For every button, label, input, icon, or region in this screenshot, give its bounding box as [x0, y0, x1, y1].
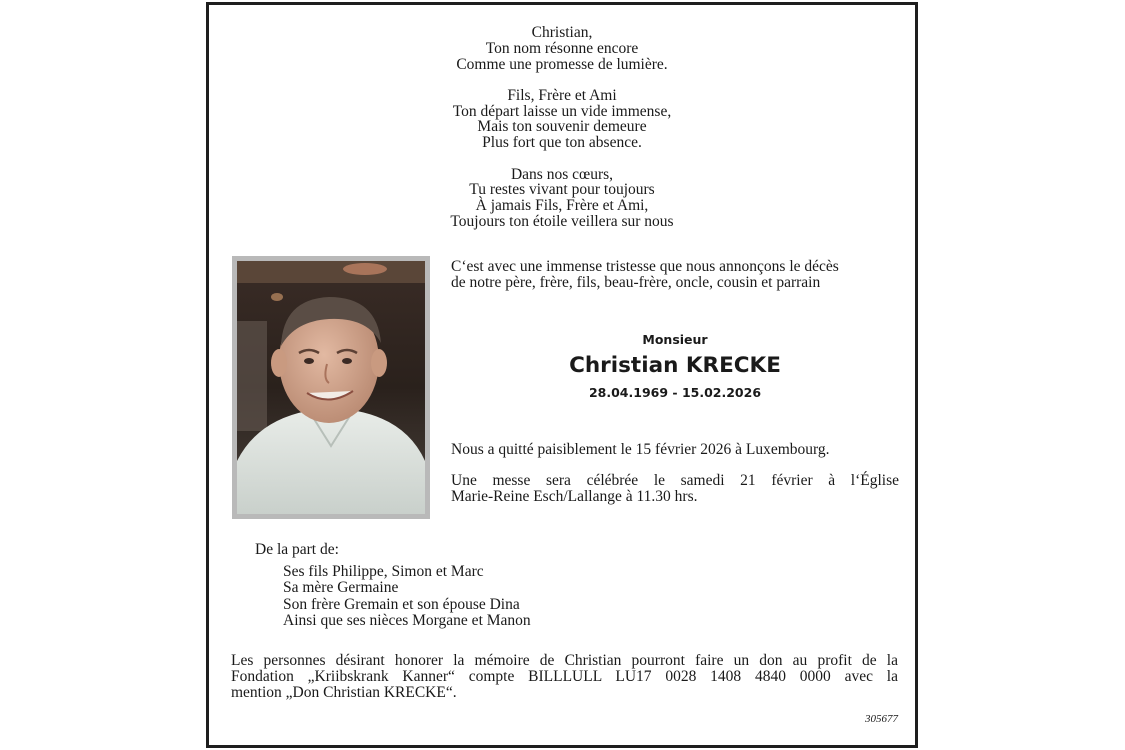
- donation-line: Fondation „Kriibskrank Kanner“ compte BILLLULL LU17 0028 1408 4840 0000 avec la: [231, 668, 898, 685]
- obituary-card: [206, 2, 918, 748]
- poem-stanza-2: [209, 88, 915, 151]
- poem-line: Plus fort que ton absence.: [482, 134, 642, 152]
- poem-line: À jamais Fils, Frère et Ami,: [475, 197, 649, 215]
- poem-line: Fils, Frère et Ami: [507, 86, 617, 104]
- life-dates: 28.04.1969 - 15.02.2026: [588, 385, 762, 400]
- poem-line: Comme une promesse de lumière.: [456, 55, 668, 73]
- deceased-name-block: [451, 331, 899, 402]
- donation-notice: [231, 653, 898, 701]
- honorific: Monsieur: [642, 332, 708, 347]
- donation-line: Les personnes désirant honorer la mémoire de Christian pourront faire un don au profit de la: [231, 652, 898, 669]
- announcement-text: [451, 259, 899, 291]
- mass-line: Une messe sera célébrée le samedi 21 février à l‘Église: [451, 472, 899, 489]
- mass-notice: [451, 473, 899, 505]
- poem-stanza-3: [209, 167, 915, 230]
- passing-notice: Nous a quitté paisiblement le 15 février 2026 à Luxembourg.: [451, 441, 830, 458]
- poem-stanza-1: [209, 25, 915, 72]
- poem-line: Ton nom résonne encore: [485, 39, 639, 57]
- deceased-name: Christian KRECKE: [569, 353, 781, 378]
- poem-line: Dans nos cœurs,: [510, 165, 614, 183]
- family-list: [283, 564, 531, 630]
- announcement-line: de notre père, frère, fils, beau-frère, oncle, cousin et parrain: [451, 274, 821, 291]
- poem-line: Mais ton souvenir demeure: [477, 118, 647, 136]
- from-label: De la part de:: [255, 541, 339, 558]
- reference-number: 305677: [865, 713, 898, 725]
- portrait-photo: [232, 256, 430, 519]
- family-member: Ses fils Philippe, Simon et Marc: [283, 563, 484, 580]
- poem-line: Tu restes vivant pour toujours: [469, 181, 655, 199]
- poem-line: Christian,: [531, 24, 593, 41]
- donation-line: mention „Don Christian KRECKE“.: [231, 684, 457, 701]
- portrait-photo-icon: [237, 261, 425, 514]
- announcement-line: C‘est avec une immense tristesse que nous annonçons le décès: [451, 258, 839, 275]
- family-member: Sa mère Germaine: [283, 579, 399, 597]
- family-member: Ainsi que ses nièces Morgane et Manon: [283, 612, 531, 630]
- mass-line: Marie-Reine Esch/Lallange à 11.30 hrs.: [451, 488, 698, 505]
- family-member: Son frère Gremain et son épouse Dina: [283, 595, 520, 613]
- poem-line: Ton départ laisse un vide immense,: [452, 102, 672, 120]
- poem-line: Toujours ton étoile veillera sur nous: [450, 212, 674, 230]
- poem: [209, 25, 915, 245]
